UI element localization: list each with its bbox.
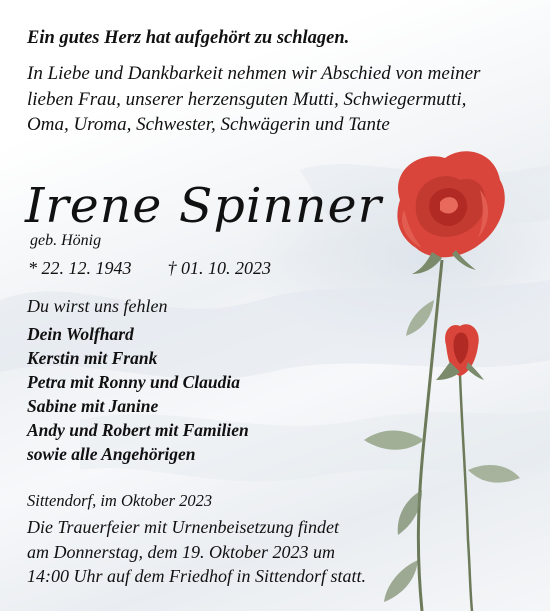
rose-illustration <box>360 140 550 611</box>
death-date: † 01. 10. 2023 <box>167 258 271 278</box>
funeral-notice-line: Die Trauerfeier mit Urnenbeisetzung findet <box>27 517 339 537</box>
life-dates <box>28 258 271 279</box>
birth-date: * 22. 12. 1943 <box>28 258 132 278</box>
mourners-list <box>27 322 249 466</box>
rose-bud <box>436 324 484 380</box>
born-name: geb. Hönig <box>30 232 102 249</box>
mourner-line: Petra mit Ronny und Claudia <box>27 372 240 392</box>
headline: Ein gutes Herz hat aufgehört zu schlagen. <box>27 28 350 48</box>
mourner-line: Dein Wolfhard <box>27 324 134 344</box>
mourner-line: Andy und Robert mit Familien <box>27 420 249 440</box>
place-date: Sittendorf, im Oktober 2023 <box>27 491 213 510</box>
mourners-intro: Du wirst uns fehlen <box>27 296 168 316</box>
mourner-line: Sabine mit Janine <box>27 396 159 416</box>
rose-bloom <box>397 151 504 274</box>
intro-text: In Liebe und Dankbarkeit nehmen wir Abschied von meiner lieben Frau, unserer herzensguten Mutti, Schwiegermutti, Oma, Uroma, Schwester, Schwägerin und Tante <box>27 63 481 135</box>
funeral-notice-line: am Donnerstag, dem 19. Oktober 2023 um <box>27 541 335 562</box>
funeral-notice <box>27 515 366 589</box>
mourner-line: Kerstin mit Frank <box>27 348 158 368</box>
mourner-line: sowie alle Angehörigen <box>27 444 196 464</box>
funeral-notice-line: 14:00 Uhr auf dem Friedhof in Sittendorf statt. <box>27 566 366 586</box>
deceased-name: Irene Spinner <box>25 178 383 234</box>
